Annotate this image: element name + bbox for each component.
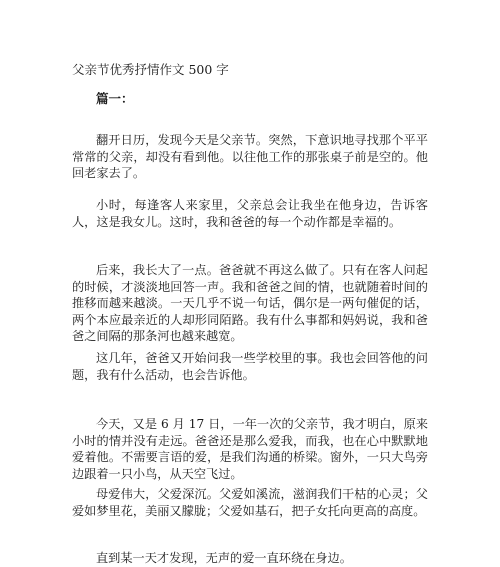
paragraph: 今天，又是 6 月 17 日，一年一次的父亲节，我才明白，原来小时的情并没有走远。爸爸还是那么爱我，而我，也在心中默默地爱着他。不需要言语的爱，是我们沟通的桥梁。窗外，一只大鸟旁边跟着一只小鸟，从天空飞过。 [72,417,428,481]
paragraph: 母爱伟大，父爱深沉。父爱如溪流，滋润我们干枯的心灵；父爱如梦里花，美丽又朦胧；父爱如基石，把子女托向更高的高度。 [72,487,428,518]
paragraph: 小时，每逢客人来家里，父亲总会让我坐在他身边，告诉客人，这是我女儿。这时，我和爸爸的每一个动作都是幸福的。 [72,198,428,229]
paragraph: 翻开日历，发现今天是父亲节。突然，下意识地寻找那个平平常常的父亲，却没有看到他。以往他工作的那张桌子前是空的。他回老家去了。 [72,133,428,180]
paragraph: 这几年，爸爸又开始问我一些学校里的事。我也会回答他的问题，我有什么活动，也会告诉他。 [72,351,428,382]
section-heading: 篇一： [96,91,134,106]
paragraph: 直到某一天才发现，无声的爱一直环绕在身边。 [96,551,352,565]
paragraph: 后来，我长大了一点。爸爸就不再这么做了。只有在客人问起的时候，才淡淡地回答一声。我和爸爸之间的情，也就随着时间的推移而越来越淡。一天几乎不说一句话，偶尔是一两句催促的话，两个本应最亲近的人却形同陌路。我有什么事都和妈妈说，我和爸爸之间隔的那条河也越来越宽。 [72,263,428,343]
document-title: 父亲节优秀抒情作文 500 字 [72,62,229,77]
